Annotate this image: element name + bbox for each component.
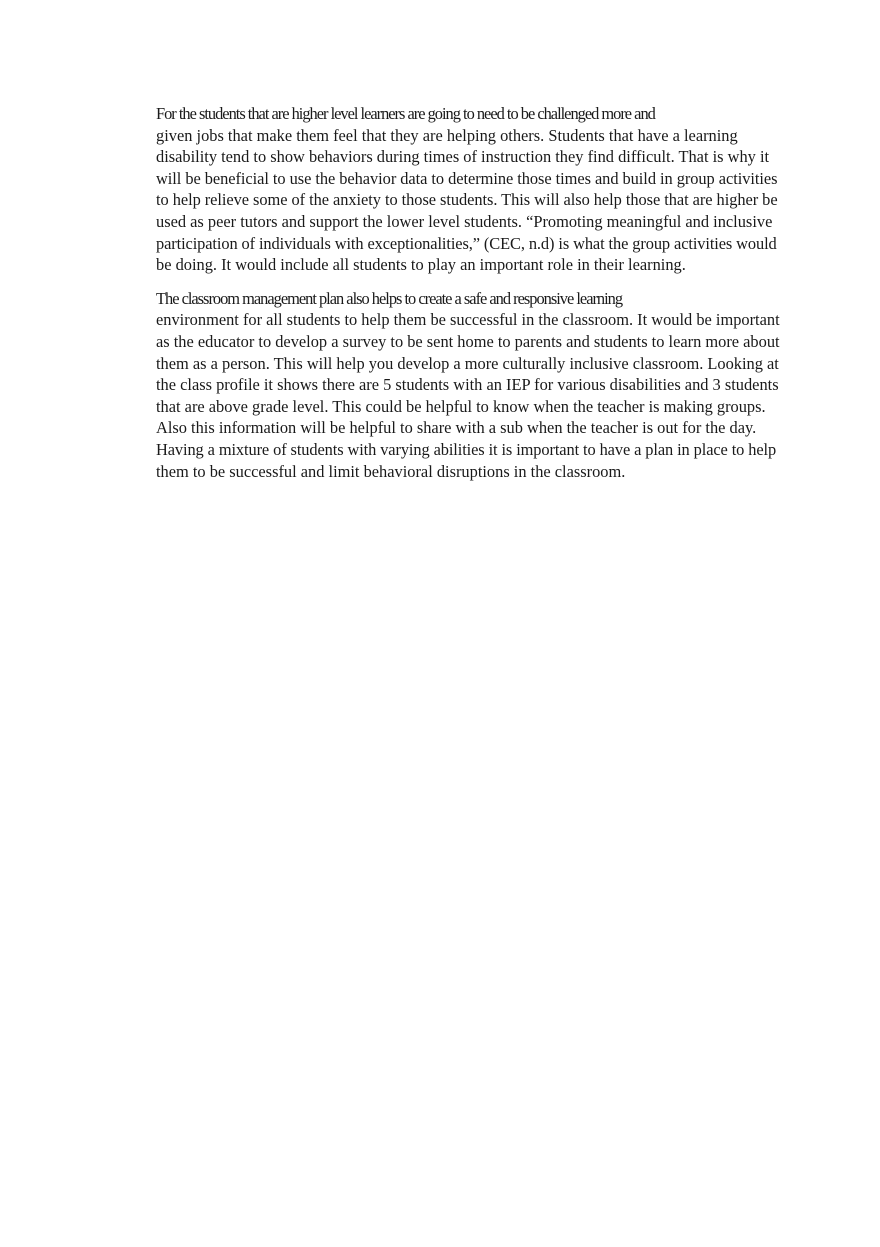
text-line: as the educator to develop a survey to be sent home to parents and students to learn more about — [156, 331, 780, 351]
text-line: disability tend to show behaviors during times of instruction they find difficult. That is why it — [156, 147, 770, 167]
text-line: will be beneficial to use the behavior data to determine those times and build in group activities — [156, 168, 778, 188]
text-line: them to be successful and limit behavioral disruptions in the classroom. — [156, 461, 626, 481]
text-line: to help relieve some of the anxiety to those students. This will also help those that are higher be — [156, 190, 778, 210]
text-line: the class profile it shows there are 5 students with an IEP for various disabilities and 3 students — [156, 375, 779, 395]
text-line: them as a person. This will help you develop a more culturally inclusive classroom. Looking at — [156, 353, 779, 373]
text-line: be doing. It would include all students to play an important role in their learning. — [156, 255, 686, 275]
text-line: that are above grade level. This could be helpful to know when the teacher is making groups. — [156, 396, 766, 416]
text-line: environment for all students to help them be successful in the classroom. It would be important — [156, 310, 780, 330]
text-line: given jobs that make them feel that they are helping others. Students that have a learning — [156, 125, 738, 145]
text-line: participation of individuals with exceptionalities,” (CEC, n.d) is what the group activities would — [156, 233, 777, 253]
body-text — [104, 103, 780, 494]
text-line: The classroom management plan also helps to create a safe and responsive learning — [156, 288, 623, 308]
text-line: used as peer tutors and support the lower level students. “Promoting meaningful and inclusive — [156, 211, 773, 231]
paragraph-1 — [104, 103, 780, 276]
text-line: Also this information will be helpful to share with a sub when the teacher is out for the day. — [156, 418, 757, 438]
paragraph-2 — [104, 288, 780, 482]
text-line: Having a mixture of students with varying abilities it is important to have a plan in place to help — [156, 439, 777, 459]
text-line: For the students that are higher level learners are going to need to be challenged more and — [156, 104, 655, 123]
